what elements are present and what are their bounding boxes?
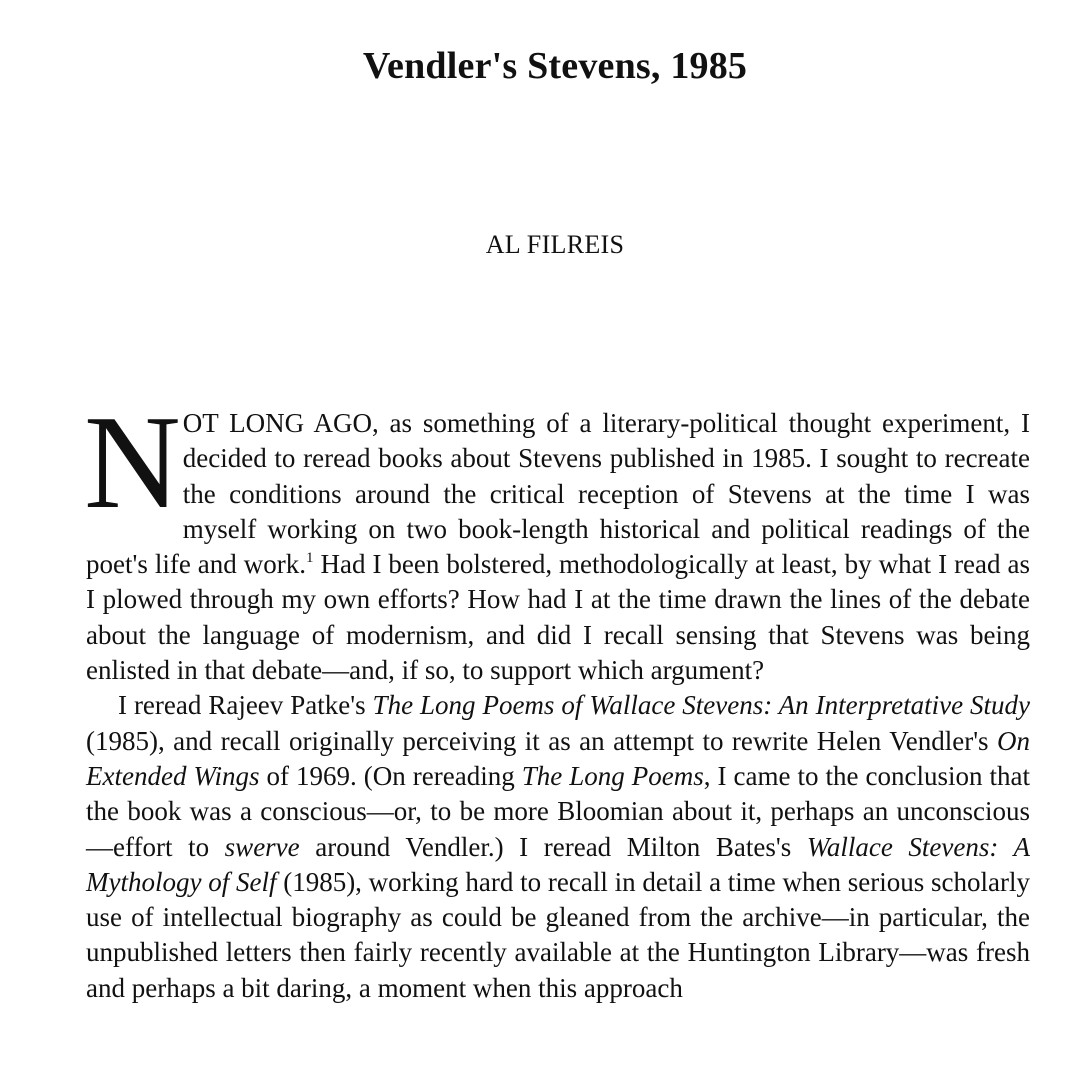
paragraph-1 — [84, 388, 1030, 688]
article-body — [84, 388, 1031, 1006]
paragraph-2 — [86, 688, 1030, 1006]
paragraph-1-text-a: OT LONG AGO, as something of a literary-political thought experiment, I decided to reread books about Stevens published in 1985. I sought to recreate the conditions around the critical reception of Stevens at the time I was myself working on two book-length historical and political readings of the poet's life and work. — [86, 408, 1030, 580]
drop-cap: N — [84, 388, 181, 536]
footnote-reference: 1 — [306, 550, 314, 567]
book-title-mythology-of-self: Wallace Stevens: A Mythology of Self — [86, 831, 1030, 897]
book-title-extended-wings: On Extended Wings — [86, 725, 1030, 791]
article-title: Vendler's Stevens, 1985 — [362, 45, 748, 87]
article-author: AL FILREIS — [485, 230, 625, 259]
paragraph-2-segment: I reread Rajeev Patke's — [118, 690, 373, 721]
paragraph-2-segment: , I came to the conclusion that the book was a conscious—or, to be more Bloomian about it, perhaps an unconscious—effort to — [86, 760, 1030, 862]
paragraph-2-segment: (1985), working hard to recall in detail a time when serious scholarly use of intellectual biography as could be gleaned from the archive—in particular, the unpublished letters then fairly recently available at the Huntington Library—was fresh and perhaps a bit daring, a moment when this approach — [86, 866, 1030, 1003]
book-title-long-poems-short: The Long Poems — [521, 760, 704, 791]
book-title-long-poems: The Long Poems of Wallace Stevens: An Interpretative Study — [372, 690, 1031, 721]
paragraph-2-segment: (1985), and recall originally perceiving it as an attempt to rewrite Helen Vendler's — [86, 725, 997, 756]
paragraph-1-text-b: Had I been bolstered, methodologically at least, by what I read as I plowed through my own efforts? How had I at the time drawn the lines of the debate about the language of modernism, and did I recall sensing that Stevens was being enlisted in that debate—and, if so, to support which argument? — [86, 549, 1030, 686]
paragraph-2-segment: around Vendler.) I reread Milton Bates's — [299, 831, 807, 862]
paragraph-2-segment: of 1969. (On rereading — [259, 760, 522, 791]
emphasis-swerve: swerve — [224, 831, 300, 862]
